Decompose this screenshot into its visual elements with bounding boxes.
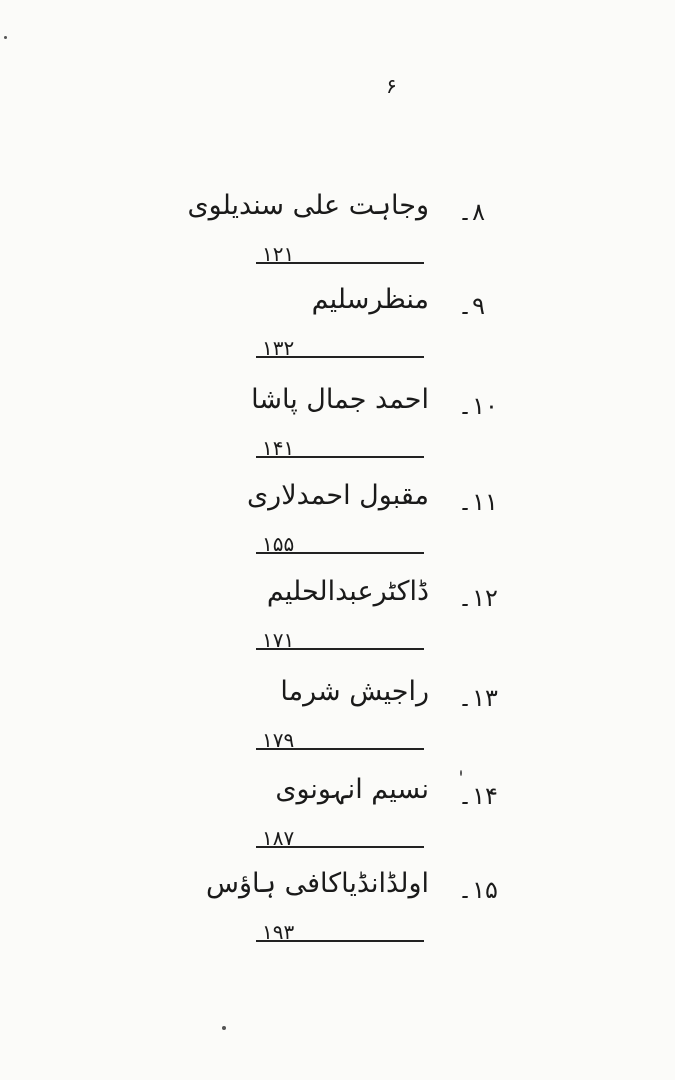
entry-underline bbox=[256, 356, 424, 358]
toc-entry bbox=[0, 190, 675, 288]
entry-underline bbox=[256, 648, 424, 650]
entry-number: ۱۱۔ bbox=[458, 488, 498, 516]
entry-page-number: ۱۷۱ bbox=[262, 628, 295, 652]
entry-page-number: ۱۴۱ bbox=[262, 436, 295, 460]
entry-number: ۱۴۔ bbox=[458, 782, 498, 810]
entry-underline bbox=[256, 748, 424, 750]
entry-title: نسیم انہونوی bbox=[275, 774, 429, 805]
entry-number: ۱۵۔ bbox=[458, 876, 498, 904]
toc-entry bbox=[0, 284, 675, 382]
entry-page-number: ۱۹۳ bbox=[262, 920, 295, 944]
entry-title: مقبول احمدلاری bbox=[247, 480, 429, 511]
entry-page-number: ۱۲۱ bbox=[262, 242, 295, 266]
entry-underline bbox=[256, 846, 424, 848]
entry-title: احمد جمال پاشا bbox=[251, 384, 429, 415]
entry-number: ۱۲۔ bbox=[458, 584, 498, 612]
toc-entry bbox=[0, 480, 675, 578]
entry-title: اولڈانڈیاکافی ہاؤس bbox=[206, 868, 429, 899]
toc-entry bbox=[0, 774, 675, 872]
toc-entry bbox=[0, 868, 675, 966]
entry-underline bbox=[256, 262, 424, 264]
entry-title: وجاہت علی سندیلوی bbox=[187, 190, 429, 221]
entry-number: ۹۔ bbox=[458, 292, 485, 320]
entry-underline bbox=[256, 456, 424, 458]
entry-number: ۱۰۔ bbox=[458, 392, 498, 420]
entry-page-number: ۱۸۷ bbox=[262, 826, 295, 850]
entry-underline bbox=[256, 940, 424, 942]
entry-page-number: ۱۷۹ bbox=[262, 728, 295, 752]
entry-title: راجیش شرما bbox=[280, 676, 429, 707]
entry-page-number: ۱۳۲ bbox=[262, 336, 295, 360]
entry-title: ڈاکٹرعبدالحلیم bbox=[266, 576, 429, 607]
entry-number: ۸۔ bbox=[458, 198, 485, 226]
scan-speck bbox=[4, 36, 7, 39]
scan-speck bbox=[460, 770, 462, 776]
entry-underline bbox=[256, 552, 424, 554]
toc-entry bbox=[0, 384, 675, 482]
entry-page-number: ۱۵۵ bbox=[262, 532, 295, 556]
toc-entry bbox=[0, 576, 675, 674]
entry-title: منظرسلیم bbox=[311, 284, 429, 315]
toc-entry bbox=[0, 676, 675, 774]
entry-number: ۱۳۔ bbox=[458, 684, 498, 712]
page-number: ۶ bbox=[386, 74, 397, 98]
scan-speck bbox=[222, 1026, 226, 1030]
